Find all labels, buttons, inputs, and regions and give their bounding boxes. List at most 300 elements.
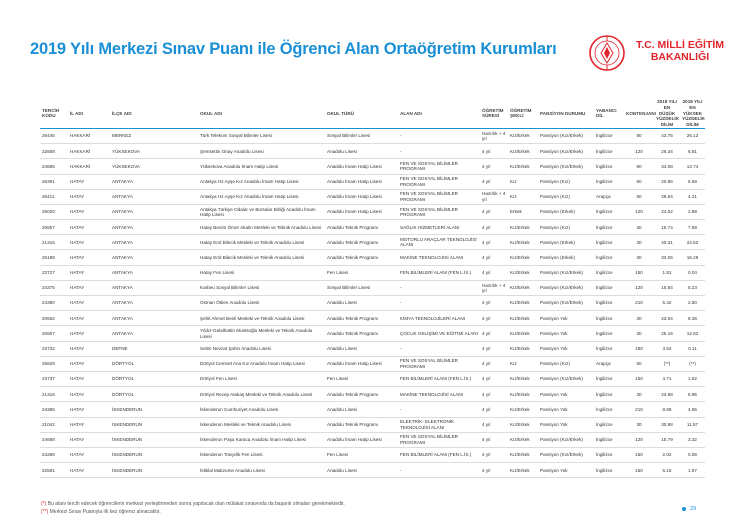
cell-il: HATAY xyxy=(68,204,110,219)
cell-yuksek: 11.57 xyxy=(680,417,705,432)
cell-dil: İngilizce xyxy=(594,341,624,356)
cell-dil: İngilizce xyxy=(594,371,624,386)
cell-yuksek: 1.52 xyxy=(680,371,705,386)
cell-okul: Antakya Türkiye Odalar ve Borsalar Birliği Anadolu İmam Hatip Lisesi xyxy=(198,204,325,219)
table-row xyxy=(40,174,705,189)
cell-sure: 4 yıl xyxy=(480,250,508,265)
cell-yuksek: 26.12 xyxy=(680,128,705,143)
cell-sekil: Kız xyxy=(508,189,538,204)
cell-tur: Anadolu Lisesi xyxy=(325,144,398,159)
cell-tur: Anadolu İmam Hatip Lisesi xyxy=(325,189,398,204)
cell-kont: 120 xyxy=(624,204,654,219)
cell-pansiyon: Pansiyon (Erkek) xyxy=(538,235,594,250)
cell-code: 23737 xyxy=(40,371,68,386)
cell-sekil: Kız/Erkek xyxy=(508,463,538,478)
cell-okul: Dörtyol Fen Lisesi xyxy=(198,371,325,386)
cell-il: HATAY xyxy=(68,447,110,462)
cell-ilce: ANTAKYA xyxy=(110,311,198,326)
cell-pansiyon: Pansiyon Yok xyxy=(538,387,594,402)
cell-tur: Anadolu Teknik Programı xyxy=(325,311,398,326)
cell-sure: 4 yıl xyxy=(480,296,508,311)
cell-code: 24385 xyxy=(40,402,68,417)
cell-okul: Dörtyol Cemnet Ana Kız Anadolu İmam Hatip Lisesi xyxy=(198,356,325,371)
cell-sekil: Kız/Erkek xyxy=(508,159,538,174)
cell-yuksek: 4.21 xyxy=(680,189,705,204)
cell-yuksek: 7.59 xyxy=(680,220,705,235)
cell-ilce: İSKENDERUN xyxy=(110,402,198,417)
column-header-sekil: ÖĞRETİM ŞEKLİ xyxy=(508,99,538,128)
cell-sure: Hazırlık + 4 yıl xyxy=(480,280,508,295)
cell-okul: İstiklal Makzume Anadolu Lisesi xyxy=(198,463,325,478)
table-row xyxy=(40,159,705,174)
cell-alan: FEN BİLİMLERİ ALANI (FEN L.İS.) xyxy=(398,447,480,462)
cell-sure: Hazırlık + 4 yıl xyxy=(480,189,508,204)
cell-code: 21042 xyxy=(40,417,68,432)
cell-kont: 60 xyxy=(624,174,654,189)
cell-alan: - xyxy=(398,296,480,311)
cell-pansiyon: Pansiyon (Kız/Erkek) xyxy=(538,432,594,447)
cell-code: 20662 xyxy=(40,311,68,326)
cell-dusuk: 6.15 xyxy=(654,463,680,478)
cell-sure: 4 yıl xyxy=(480,463,508,478)
table-row xyxy=(40,250,705,265)
cell-sekil: Kız/Erkek xyxy=(508,432,538,447)
cell-tur: Anadolu Lisesi xyxy=(325,402,398,417)
cell-yuksek: 2.50 xyxy=(680,296,705,311)
cell-dil: İngilizce xyxy=(594,250,624,265)
table-row xyxy=(40,128,705,143)
cell-il: HATAY xyxy=(68,341,110,356)
cell-tur: Anadolu İmam Hatip Lisesi xyxy=(325,432,398,447)
cell-dusuk: 15.79 xyxy=(654,432,680,447)
cell-tur: Anadolu Teknik Programı xyxy=(325,235,398,250)
cell-code: 24685 xyxy=(40,159,68,174)
cell-dil: İngilizce xyxy=(594,326,624,341)
cell-sure: 4 yıl xyxy=(480,220,508,235)
cell-sure: 4 yıl xyxy=(480,341,508,356)
cell-alan: - xyxy=(398,463,480,478)
cell-okul: Hatay Erol Bilecik Mesleki ve Teknik Anadolu Lisesi xyxy=(198,235,325,250)
table-row xyxy=(40,265,705,280)
cell-il: HATAY xyxy=(68,250,110,265)
cell-kont: 60 xyxy=(624,356,654,371)
cell-sekil: Kız/Erkek xyxy=(508,235,538,250)
cell-il: HAKKARİ xyxy=(68,144,110,159)
cell-dil: İngilizce xyxy=(594,220,624,235)
cell-il: HATAY xyxy=(68,189,110,204)
table-row xyxy=(40,235,705,250)
cell-dusuk: 4.71 xyxy=(654,371,680,386)
cell-kont: 120 xyxy=(624,280,654,295)
cell-alan: - xyxy=(398,144,480,159)
cell-ilce: ANTAKYA xyxy=(110,174,198,189)
cell-sure: 4 yıl xyxy=(480,311,508,326)
cell-ilce: DÖRTYOL xyxy=(110,387,198,402)
column-header-okul: OKUL ADI xyxy=(198,99,325,128)
cell-dil: İngilizce xyxy=(594,144,624,159)
cell-kont: 60 xyxy=(624,189,654,204)
table-row xyxy=(40,144,705,159)
cell-pansiyon: Pansiyon (Erkek) xyxy=(538,204,594,219)
cell-code: 22591 xyxy=(40,463,68,478)
cell-okul: İskenderun Paşa Karaca Anadolu İmam Hatip Lisesi xyxy=(198,432,325,447)
cell-ilce: DEFNE xyxy=(110,341,198,356)
cell-code: 20657 xyxy=(40,220,68,235)
cell-il: HATAY xyxy=(68,326,110,341)
table-row xyxy=(40,447,705,462)
cell-alan: FEN VE SOSYAL BİLİMLER PROGRAMI xyxy=(398,174,480,189)
cell-yuksek: 6.81 xyxy=(680,144,705,159)
cell-code: 25188 xyxy=(40,250,68,265)
cell-kont: 30 xyxy=(624,311,654,326)
cell-ilce: ANTAKYA xyxy=(110,235,198,250)
cell-kont: 120 xyxy=(624,432,654,447)
cell-alan: FEN VE SOSYAL BİLİMLER PROGRAMI xyxy=(398,189,480,204)
cell-yuksek: 4.65 xyxy=(680,402,705,417)
cell-sure: 4 yıl xyxy=(480,265,508,280)
cell-code: 25020 xyxy=(40,204,68,219)
page-dot-icon xyxy=(682,507,686,511)
cell-sekil: Kız/Erkek xyxy=(508,417,538,432)
cell-ilce: ANTAKYA xyxy=(110,250,198,265)
table-row xyxy=(40,417,705,432)
cell-dusuk: 24.02 xyxy=(654,204,680,219)
column-header-ilce: İLÇE ADI xyxy=(110,99,198,128)
cell-okul: Yıldız-Gelalhattin Mustsoğlu Mesleki ve Teknik Anadolu Lisesi xyxy=(198,326,325,341)
cell-dusuk: 15.84 xyxy=(654,280,680,295)
cell-code: 21315 xyxy=(40,235,68,250)
cell-ilce: İSKENDERUN xyxy=(110,432,198,447)
cell-okul: Karbeu Sosyal Bilimler Lisesi xyxy=(198,280,325,295)
cell-dusuk: 25.16 xyxy=(654,326,680,341)
cell-pansiyon: Pansiyon (Kız/Erkek) xyxy=(538,144,594,159)
cell-il: HATAY xyxy=(68,174,110,189)
cell-dil: İngilizce xyxy=(594,159,624,174)
cell-pansiyon: Pansiyon (Kız) xyxy=(538,220,594,235)
cell-pansiyon: Pansiyon (Kız/Erkek) xyxy=(538,128,594,143)
cell-tur: Sosyal Bilimler Lisesi xyxy=(325,128,398,143)
cell-sekil: Kız/Erkek xyxy=(508,280,538,295)
table-row xyxy=(40,220,705,235)
cell-yuksek: (**) xyxy=(680,356,705,371)
cell-tur: Fen Lisesi xyxy=(325,371,398,386)
column-header-kont: KONTENJANI xyxy=(624,99,654,128)
cell-yuksek: 1.87 xyxy=(680,463,705,478)
cell-tur: Anadolu Teknik Programı xyxy=(325,387,398,402)
cell-pansiyon: Pansiyon (Erkek) xyxy=(538,250,594,265)
cell-alan: - xyxy=(398,402,480,417)
cell-tur: Anadolu İmam Hatip Lisesi xyxy=(325,174,398,189)
cell-dusuk: 23.88 xyxy=(654,387,680,402)
table-row xyxy=(40,463,705,478)
cell-tur: Anadolu Teknik Programı xyxy=(325,220,398,235)
cell-alan: MAKİNE TEKNOLOJİSİ ALANI xyxy=(398,387,480,402)
cell-alan: FEN BİLİMLERİ ALANI (FEN L.İS.) xyxy=(398,371,480,386)
cell-code: 24375 xyxy=(40,280,68,295)
cell-dusuk: 8.68 xyxy=(654,402,680,417)
cell-okul: Antakya Hz.Ayşe Kız Anadolu İmam Hatip Lisesi xyxy=(198,189,325,204)
cell-dil: İngilizce xyxy=(594,387,624,402)
cell-yuksek: 5.23 xyxy=(680,280,705,295)
cell-sekil: Kız/Erkek xyxy=(508,371,538,386)
cell-yuksek: 6.95 xyxy=(680,387,705,402)
cell-okul: Şemsettin Onay Anadolu Lisesi xyxy=(198,144,325,159)
cell-yuksek: 12.82 xyxy=(680,326,705,341)
cell-kont: 30 xyxy=(624,250,654,265)
cell-alan: - xyxy=(398,341,480,356)
cell-dusuk: 23.94 xyxy=(654,311,680,326)
cell-pansiyon: Pansiyon Yok xyxy=(538,463,594,478)
cell-sure: 4 yıl xyxy=(480,144,508,159)
cell-pansiyon: Pansiyon (Kız) xyxy=(538,356,594,371)
cell-tur: Fen Lisesi xyxy=(325,265,398,280)
cell-il: HATAY xyxy=(68,220,110,235)
cell-dusuk: 29.84 xyxy=(654,189,680,204)
cell-dusuk: 26.34 xyxy=(654,144,680,159)
page-indicator xyxy=(682,506,696,512)
cell-alan: FEN BİLİMLERİ ALANI (FEN L.İS.) xyxy=(398,265,480,280)
cell-il: HATAY xyxy=(68,432,110,447)
cell-yuksek: 0.04 xyxy=(680,265,705,280)
footnote-1 xyxy=(41,500,345,508)
cell-sure: 4 yıl xyxy=(480,432,508,447)
cell-pansiyon: Pansiyon (Kız/Erkek) xyxy=(538,159,594,174)
cell-sekil: Kız/Erkek xyxy=(508,387,538,402)
cell-il: HATAY xyxy=(68,371,110,386)
cell-sekil: Kız xyxy=(508,174,538,189)
cell-il: HAKKARİ xyxy=(68,159,110,174)
cell-pansiyon: Pansiyon (Kız) xyxy=(538,174,594,189)
cell-dil: İngilizce xyxy=(594,447,624,462)
cell-okul: Türk Telekom Sosyal Bilimler Lisesi xyxy=(198,128,325,143)
cell-kont: 180 xyxy=(624,341,654,356)
cell-tur: Anadolu İmam Hatip Lisesi xyxy=(325,356,398,371)
cell-sure: 4 yıl xyxy=(480,371,508,386)
table-row xyxy=(40,432,705,447)
ministry-name xyxy=(634,39,726,63)
cell-kont: 90 xyxy=(624,128,654,143)
cell-ilce: ANTAKYA xyxy=(110,280,198,295)
cell-il: HATAY xyxy=(68,356,110,371)
cell-dil: İngilizce xyxy=(594,311,624,326)
cell-sekil: Kız/Erkek xyxy=(508,311,538,326)
cell-alan: ELEKTRİK- ELEKTRONİK TEKNOLOJİSİ ALANI xyxy=(398,417,480,432)
cell-dil: İngilizce xyxy=(594,432,624,447)
cell-il: HATAY xyxy=(68,235,110,250)
cell-dil: Arapça xyxy=(594,189,624,204)
cell-code: 25829 xyxy=(40,356,68,371)
cell-pansiyon: Pansiyon Yok xyxy=(538,417,594,432)
cell-okul: Hatay Fen Lisesi xyxy=(198,265,325,280)
cell-tur: Anadolu İmam Hatip Lisesi xyxy=(325,159,398,174)
cell-ilce: YÜKSEKOVA xyxy=(110,159,198,174)
cell-pansiyon: Pansiyon Yok xyxy=(538,402,594,417)
cell-okul: Selim Nevzat Şahin Anadolu Lisesi xyxy=(198,341,325,356)
cell-sekil: Kız/Erkek xyxy=(508,296,538,311)
footnotes xyxy=(41,500,345,516)
cell-dusuk: (**) xyxy=(654,356,680,371)
cell-yuksek: 13.74 xyxy=(680,159,705,174)
cell-yuksek: 16.29 xyxy=(680,250,705,265)
cell-okul: Hatay Erol Bilecik Mesleki ve Teknik Anadolu Lisesi xyxy=(198,250,325,265)
cell-pansiyon: Pansiyon Yok xyxy=(538,341,594,356)
cell-okul: Hatay Benim Ömer Akalın Mesleki ve Teknik Anadolu Lisesi xyxy=(198,220,325,235)
cell-alan: KİMYA TEKNOLOJİLERİ ALANI xyxy=(398,311,480,326)
cell-kont: 150 xyxy=(624,265,654,280)
page-title: 2019 Yılı Merkezi Sınav Puanı ile Öğrenci Alan Ortaöğretim Kurumları xyxy=(30,40,557,58)
cell-code: 20667 xyxy=(40,326,68,341)
cell-dil: İngilizce xyxy=(594,402,624,417)
table-row xyxy=(40,204,705,219)
cell-kont: 150 xyxy=(624,371,654,386)
cell-alan: FEN VE SOSYAL BİLİMLER PROGRAMI xyxy=(398,159,480,174)
cell-tur: Anadolu Lisesi xyxy=(325,296,398,311)
cell-ilce: ANTAKYA xyxy=(110,265,198,280)
cell-dusuk: 43.75 xyxy=(654,128,680,143)
cell-ilce: İSKENDERUN xyxy=(110,463,198,478)
cell-ilce: MERKEZ xyxy=(110,128,198,143)
cell-dusuk: 34.08 xyxy=(654,159,680,174)
cell-kont: 210 xyxy=(624,402,654,417)
table-row xyxy=(40,326,705,341)
cell-pansiyon: Pansiyon (Kız/Erkek) xyxy=(538,296,594,311)
cell-ilce: İSKENDERUN xyxy=(110,447,198,462)
cell-code: 26445 xyxy=(40,128,68,143)
cell-dusuk: 2.02 xyxy=(654,447,680,462)
cell-okul: İskenderun Tosçelik Fen Lisesi xyxy=(198,447,325,462)
table-row xyxy=(40,296,705,311)
cell-ilce: DÖRTYOL xyxy=(110,371,198,386)
cell-sure: 4 yıl xyxy=(480,159,508,174)
cell-pansiyon: Pansiyon (Kız/Erkek) xyxy=(538,280,594,295)
table-row xyxy=(40,341,705,356)
table-row xyxy=(40,371,705,386)
cell-dusuk: 1.81 xyxy=(654,265,680,280)
cell-dusuk: 15.74 xyxy=(654,220,680,235)
cell-kont: 210 xyxy=(624,296,654,311)
cell-code: 23727 xyxy=(40,265,68,280)
cell-sure: 4 yıl xyxy=(480,326,508,341)
cell-yuksek: 8.36 xyxy=(680,311,705,326)
table-header-row xyxy=(40,99,705,128)
cell-pansiyon: Pansiyon (Kız/Erkek) xyxy=(538,371,594,386)
cell-kont: 90 xyxy=(624,159,654,174)
cell-dusuk: 20.86 xyxy=(654,174,680,189)
cell-pansiyon: Pansiyon (Kız/Erkek) xyxy=(538,265,594,280)
cell-sekil: Kız/Erkek xyxy=(508,128,538,143)
cell-sekil: Kız/Erkek xyxy=(508,144,538,159)
cell-alan: FEN VE SOSYAL BİLİMLER PROGRAMI xyxy=(398,432,480,447)
cell-code: 24288 xyxy=(40,447,68,462)
footnote-2 xyxy=(41,508,345,516)
column-header-sure: ÖĞRETİM SÜRESİ xyxy=(480,99,508,128)
footnote-text: Merkezi Sınav Puanıyla ilk kez öğrenci alınacaktır. xyxy=(49,509,161,515)
table-row xyxy=(40,280,705,295)
cell-kont: 30 xyxy=(624,326,654,341)
cell-sure: 4 yıl xyxy=(480,402,508,417)
cell-ilce: ANTAKYA xyxy=(110,220,198,235)
cell-pansiyon: Pansiyon Yok xyxy=(538,326,594,341)
cell-ilce: YÜKSEKOVA xyxy=(110,144,198,159)
cell-okul: İskenderun Mesleki ve Teknik Anadolu Lisesi xyxy=(198,417,325,432)
cell-dil: İngilizce xyxy=(594,265,624,280)
cell-alan: FEN VE SOSYAL BİLİMLER PROGRAMI xyxy=(398,204,480,219)
cell-pansiyon: Pansiyon (Kız/Erkek) xyxy=(538,447,594,462)
cell-dusuk: 40.31 xyxy=(654,235,680,250)
cell-sure: 4 yıl xyxy=(480,387,508,402)
cell-il: HATAY xyxy=(68,311,110,326)
cell-pansiyon: Pansiyon (Kız) xyxy=(538,189,594,204)
cell-sure: 4 yıl xyxy=(480,417,508,432)
cell-il: HAKKARİ xyxy=(68,128,110,143)
cell-code: 23732 xyxy=(40,341,68,356)
cell-ilce: DÖRTYOL xyxy=(110,356,198,371)
cell-dusuk: 33.06 xyxy=(654,250,680,265)
cell-sekil: Kız/Erkek xyxy=(508,220,538,235)
cell-kont: 30 xyxy=(624,220,654,235)
cell-yuksek: 3.32 xyxy=(680,432,705,447)
cell-tur: Anadolu İmam Hatip Lisesi xyxy=(325,204,398,219)
cell-code: 21316 xyxy=(40,387,68,402)
cell-dil: İngilizce xyxy=(594,204,624,219)
cell-alan: - xyxy=(398,280,480,295)
cell-sekil: Kız/Erkek xyxy=(508,326,538,341)
cell-alan: SAĞLIK HİZMETLERİ ALANI xyxy=(398,220,480,235)
cell-tur: Sosyal Bilimler Lisesi xyxy=(325,280,398,295)
cell-sure: Hazırlık + 4 yıl xyxy=(480,128,508,143)
ministry-name-line1: T.C. MİLLİ EĞİTİM xyxy=(635,39,725,51)
cell-dil: İngilizce xyxy=(594,174,624,189)
cell-il: HATAY xyxy=(68,296,110,311)
cell-alan: MOTORLU ARAÇLAR TEKNOLOJİSİ ALANI xyxy=(398,235,480,250)
column-header-alan: ALAN ADI xyxy=(398,99,480,128)
cell-tur: Anadolu Lisesi xyxy=(325,341,398,356)
cell-ilce: ANTAKYA xyxy=(110,189,198,204)
cell-yuksek: 0.11 xyxy=(680,341,705,356)
table-row xyxy=(40,402,705,417)
cell-sekil: Kız/Erkek xyxy=(508,402,538,417)
column-header-dil: YABANCI DİL xyxy=(594,99,624,128)
table-row xyxy=(40,356,705,371)
cell-kont: 120 xyxy=(624,144,654,159)
cell-code: 26411 xyxy=(40,189,68,204)
cell-dil: İngilizce xyxy=(594,463,624,478)
cell-kont: 30 xyxy=(624,235,654,250)
cell-yuksek: 2.88 xyxy=(680,204,705,219)
cell-sure: 4 yıl xyxy=(480,174,508,189)
table-row xyxy=(40,387,705,402)
footnote-mark: (**) xyxy=(41,509,49,515)
table-row xyxy=(40,311,705,326)
column-header-dusuk: 2018 YILI EN DÜŞÜK YÜZDELİK DİLİM xyxy=(656,99,679,128)
cell-yuksek: 24.52 xyxy=(680,235,705,250)
ministry-emblem-icon xyxy=(587,33,627,73)
footnote-mark: (*) xyxy=(41,501,47,507)
cell-il: HATAY xyxy=(68,463,110,478)
cell-tur: Anadolu Lisesi xyxy=(325,463,398,478)
cell-ilce: ANTAKYA xyxy=(110,296,198,311)
cell-ilce: İSKENDERUN xyxy=(110,417,198,432)
cell-alan: ÇOCUK GELİŞİMİ VE EĞİTİMİ ALANI xyxy=(398,326,480,341)
cell-alan: MAKİNE TEKNOLOJİSİ ALANI xyxy=(398,250,480,265)
cell-okul: Yüksekova Anadolu İmam Hatip Lisesi xyxy=(198,159,325,174)
column-header-tur: OKUL TÜRÜ xyxy=(325,99,398,128)
cell-alan: FEN VE SOSYAL BİLİMLER PROGRAMI xyxy=(398,356,480,371)
cell-code: 24380 xyxy=(40,296,68,311)
cell-dil: İngilizce xyxy=(594,128,624,143)
cell-alan: - xyxy=(398,128,480,143)
cell-dusuk: 5.42 xyxy=(654,296,680,311)
